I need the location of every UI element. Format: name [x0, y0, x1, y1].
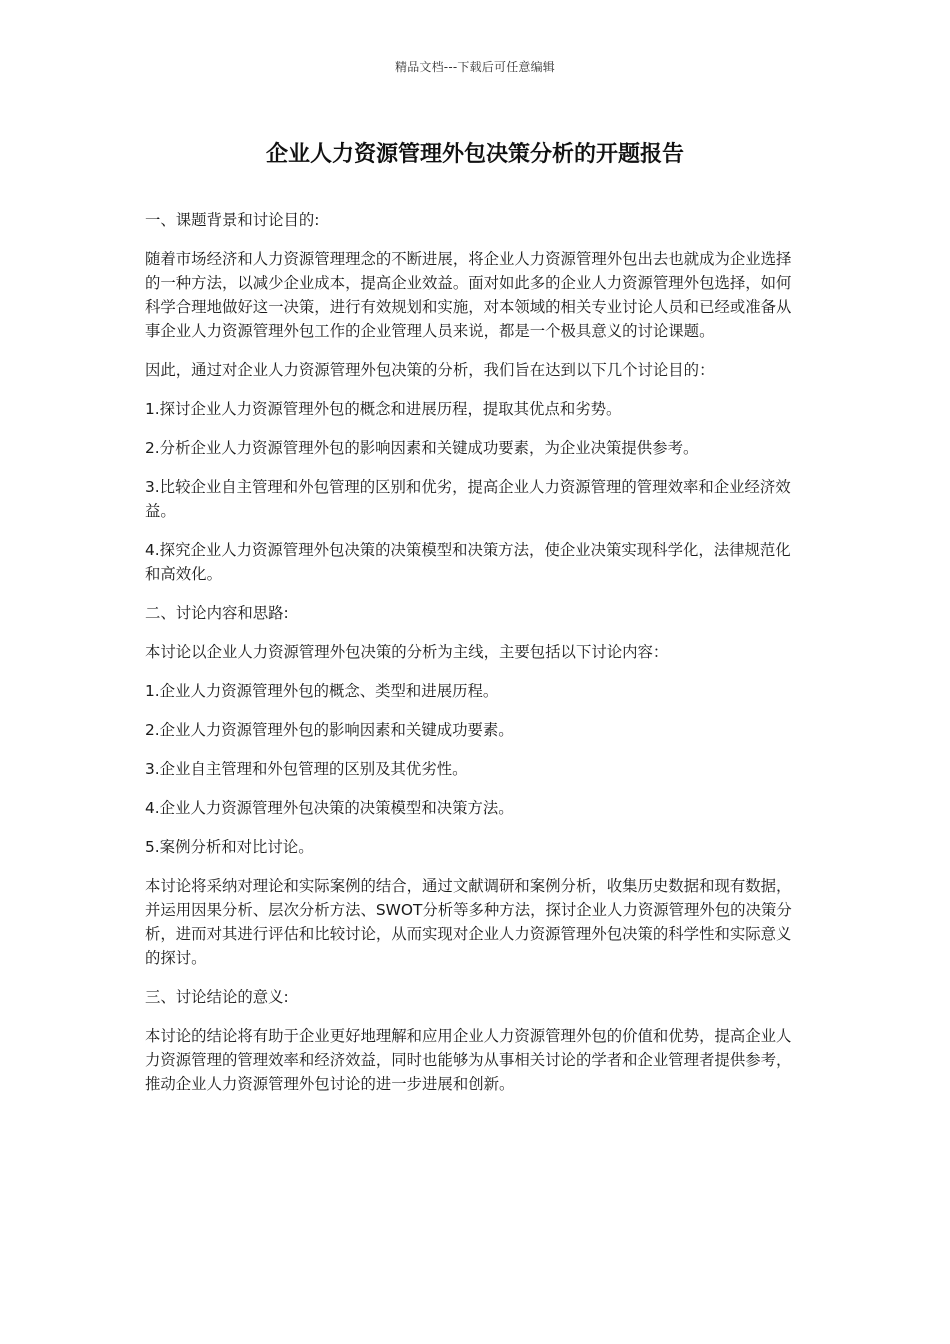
content-item-3: 3.企业自主管理和外包管理的区别及其优劣性。: [145, 760, 468, 778]
content-item-4: 4.企业人力资源管理外包决策的决策模型和决策方法。: [145, 799, 514, 817]
content-item-5: 5.案例分析和对比讨论。: [145, 838, 314, 856]
section-heading-significance: 三、讨论结论的意义:: [145, 988, 289, 1006]
paragraph-goals-intro: 因此，通过对企业人力资源管理外包决策的分析，我们旨在达到以下几个讨论目的：: [145, 361, 715, 379]
paragraph-background: 随着市场经济和人力资源管理理念的不断进展，将企业人力资源管理外包出去也就成为企业选择的一种方法，以减少企业成本，提高企业效益。面对如此多的企业人力资源管理外包选择，如何科学合理地做好这一决策，进行有效规划和实施，对本领域的相关专业讨论人员和已经或准备从事企业人力资源管理外包工作的企业管理人员来说，都是一个极具意义的讨论课题。: [145, 250, 792, 340]
goal-item-3: 3.比较企业自主管理和外包管理的区别和优劣，提高企业人力资源管理的管理效率和企业经济效益。: [145, 478, 791, 520]
paragraph-content-intro: 本讨论以企业人力资源管理外包决策的分析为主线，主要包括以下讨论内容：: [145, 643, 669, 661]
document-body: [145, 208, 805, 1111]
content-item-1: 1.企业人力资源管理外包的概念、类型和进展历程。: [145, 682, 499, 700]
header-note: 精品文档---下载后可任意编辑: [395, 60, 555, 74]
goal-item-1: 1.探讨企业人力资源管理外包的概念和进展历程，提取其优点和劣势。: [145, 400, 622, 418]
section-heading-content: 二、讨论内容和思路:: [145, 604, 289, 622]
document-title: 企业人力资源管理外包决策分析的开题报告: [265, 142, 684, 167]
section-heading-background: 一、课题背景和讨论目的:: [145, 211, 320, 229]
goal-item-2: 2.分析企业人力资源管理外包的影响因素和关键成功要素，为企业决策提供参考。: [145, 439, 699, 457]
content-item-2: 2.企业人力资源管理外包的影响因素和关键成功要素。: [145, 721, 514, 739]
goal-item-4: 4.探究企业人力资源管理外包决策的决策模型和决策方法，使企业决策实现科学化，法律规范化和高效化。: [145, 541, 791, 583]
paragraph-significance: 本讨论的结论将有助于企业更好地理解和应用企业人力资源管理外包的价值和优势，提高企业人力资源管理的管理效率和经济效益，同时也能够为从事相关讨论的学者和企业管理者提供参考，推动企业人力资源管理外包讨论的进一步进展和创新。: [145, 1027, 792, 1093]
paragraph-methods: 本讨论将采纳对理论和实际案例的结合，通过文献调研和案例分析，收集历史数据和现有数据，并运用因果分析、层次分析方法、SWOT分析等多种方法，探讨企业人力资源管理外包的决策分析，进而对其进行评估和比较讨论，从而实现对企业人力资源管理外包决策的科学性和实际意义的探讨。: [145, 877, 792, 967]
